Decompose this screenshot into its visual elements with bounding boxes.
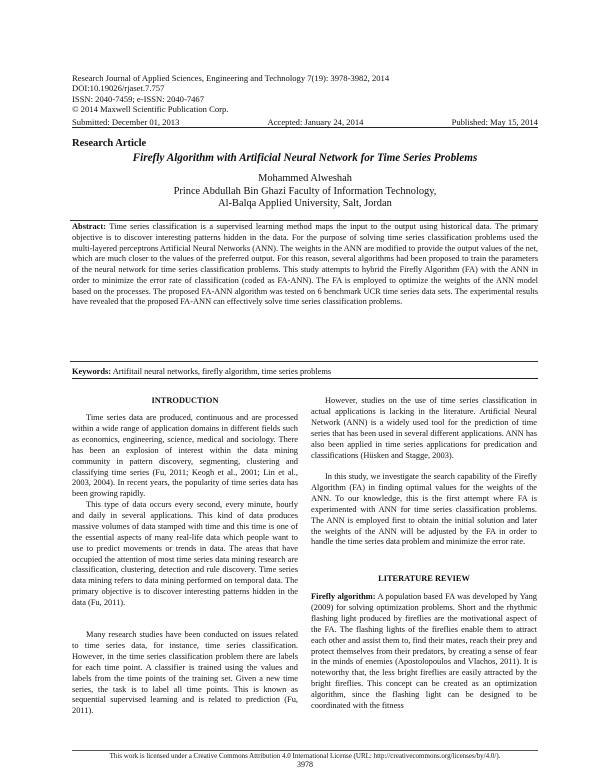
license-notice (72, 752, 538, 760)
page-number: 3978 (297, 760, 313, 769)
accepted-date: Accepted: January 24, 2014 (267, 117, 364, 127)
keywords-divider (72, 378, 538, 379)
paper-title: Firefly Algorithm with Artificial Neural Network for Time Series Problems (132, 152, 478, 164)
abstract-text: Time series classification is a supervised learning method maps the input to the output using historical data. The primary objective is to discover interesting patterns hidden in the data. For the purpose of solving time series classification problems used the multi-layered perceptrons Artificial Neural Networks (ANN). The weights in the ANN are modified to provide the output values of the net, which are much closer to the values of the preferred output. For this reason, several algorithms had been proposed to train the parameters of the neural network for time series classification problems. This study attempts to hybrid the Firefly Algorithm (FA) with the ANN in order to minimize the error rate of classification (coded as FA-ANN). The FA is employed to optimize the weights of the ANN model based on the processes. The proposed FA-ANN algorithm was tested on 6 benchmark UCR time series data sets. The experimental results have revealed that the proposed FA-ANN can effectively solve time series classification problems. (72, 222, 539, 307)
abstract-label: Abstract: (72, 222, 106, 231)
published-date: Published: May 15, 2014 (451, 117, 538, 127)
intro-paragraph-5: In this study, we investigate the search capability of the Firefly Algorithm (FA) in finding optimal values for the weights of the ANN. To our knowledge, this is the first attempt where FA is experimented with ANN for time series classification problems. The ANN is employed first to obtain the initial solution and later the weights of the ANN will be adjusted by the FA in order to handle the time series data problem and minimize the error rate. (311, 472, 537, 547)
footer-divider (72, 750, 538, 751)
affiliation-line-2: Al-Balqa Applied University, Salt, Jordan (218, 198, 392, 210)
affiliation-line-1: Prince Abdullah Bin Ghazi Faculty of Information Technology, (173, 185, 437, 197)
intro-paragraph-2: This type of data occurs every second, every minute, hourly and daily in several applications. This kind of data produces massive volumes of data stamped with time and this time is one of the essential aspects of many real-life data which people want to use to predict movements or trends in data. The areas that have occupied the attention of most time series data mining research are classification, clustering, detection and rule discovery. Time series data mining refers to data mining performed on temporal data. The primary objective is to discover interesting patterns hidden in the data (Fu, 2011). (72, 500, 298, 608)
license-text: This work is licensed under a Creative Commons Attribution 4.0 International License (URL: http://creativecommons.org/licenses/by/4.0/). (109, 752, 501, 760)
intro-paragraph-4: However, studies on the use of time series classification in actual applications is lacking in the literature. Artificial Neural Network (ANN) is a widely used tool for the prediction of time series that has been used in several different applications. ANN has also been applied in time series applications for predication and classifications (Hüsken and Stagge, 2003). (311, 396, 537, 460)
journal-citation: Research Journal of Applied Sciences, Engineering and Technology 7(19): 3978-3982, 2014 (72, 73, 390, 83)
author-block (72, 173, 538, 211)
intro-paragraph-3: Many research studies have been conducted on issues related to time series data, for instance, time series classification. However, in the time series classification problem there are labels for each time point. A classifier is trained using the values and labels from the time points of the training set. Given a new time series, the task is to label all time points. This is known as sequential supervised learning and is related to prediction (Fu, 2011). (72, 630, 298, 716)
firefly-text: A population based FA was developed by Yang (2009) for solving optimization problems. Short and the rhythmic flashing light produced by fireflies are the motivational aspect of the FA. The flashing lights of the fireflies enable them to attract each other and assist them to, find their mates, reach their prey and protect themselves from their predators, by creating a sense of fear in the minds of enemies (Apostolopoulos and Vlachos, 2011). It is noteworthy that, the less bright fireflies are easily attracted by the bright fireflies. This concept can be created as an optimization algorithm, since the flashing light can be designed to be coordinated with the fitness (311, 592, 537, 711)
doi: DOI:10.19026/rjaset.7.757 (72, 83, 165, 94)
literature-review-heading: LITERATURE REVIEW (378, 574, 470, 583)
copyright: © 2014 Maxwell Scientific Publication Corp. (72, 104, 229, 115)
keywords-label: Keywords: (72, 367, 112, 376)
firefly-paragraph (311, 592, 537, 712)
submitted-date: Submitted: December 01, 2013 (72, 117, 180, 127)
issn: ISSN: 2040-7459; e-ISSN: 2040-7467 (72, 93, 205, 104)
introduction-heading: INTRODUCTION (151, 396, 219, 405)
intro-paragraph-1: Time series data are produced, continuous and are processed within a wide range of application domains in different fields such as economics, engineering, science, medical and sociology. There has been an explosion of interest within the data mining community in pattern discovery, segmenting, clustering and classifying time series (Fu, 2011; Keogh et al., 2001; Lin et al., 2003, 2004). In recent years, the popularity of time series data has been growing rapidly. (72, 413, 298, 499)
keywords-text: Artifitail neural networks, firefly algorithm, time series problems (112, 367, 332, 376)
abstract (72, 222, 538, 308)
article-type: Research Article (72, 138, 147, 149)
firefly-label: Firefly algorithm: (311, 592, 376, 601)
keywords (72, 367, 538, 376)
publication-dates (72, 117, 538, 127)
journal-header (72, 73, 542, 115)
author-name: Mohammed Alweshah (258, 173, 352, 184)
header-divider (72, 127, 538, 128)
